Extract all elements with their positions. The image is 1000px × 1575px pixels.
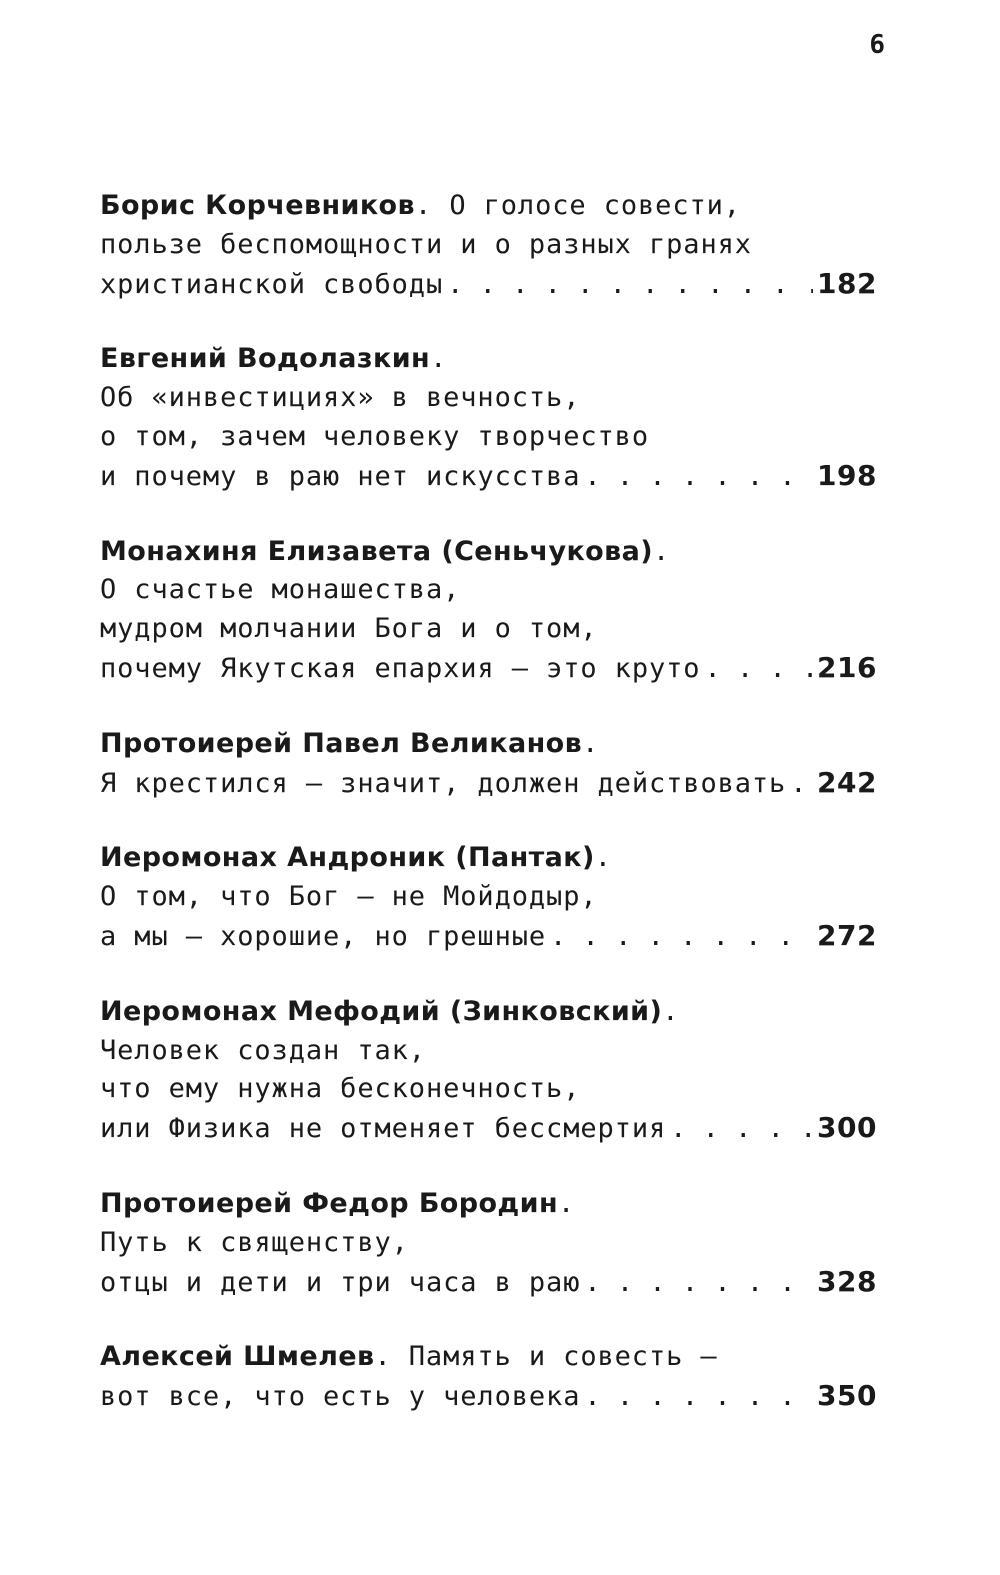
toc-entry xyxy=(100,187,877,303)
toc-entry xyxy=(100,725,877,803)
toc-entry-line: Путь к священству, xyxy=(100,1226,409,1258)
toc-entry-text: христианской свободы xyxy=(100,268,444,300)
author-period: . xyxy=(652,535,671,567)
toc-entry-page: 216 xyxy=(817,650,877,684)
toc-entry-page: 272 xyxy=(817,918,877,952)
author-period: . xyxy=(374,1341,409,1373)
dot-leader xyxy=(550,918,813,956)
toc-entry-author: Протоиерей Федор Бородин xyxy=(100,1187,559,1219)
toc-entry xyxy=(100,1185,877,1301)
toc-entry-line: мудром молчании Бога и о том, xyxy=(100,613,598,645)
toc-entry-line: о том, зачем человеку творчество xyxy=(100,420,649,452)
toc-entry-line xyxy=(100,1338,877,1377)
author-period: . xyxy=(430,343,448,375)
toc-entry-text: отцы и дети и три часа в раю xyxy=(100,1266,581,1298)
toc-entry xyxy=(100,1338,877,1416)
table-of-contents xyxy=(100,187,877,1453)
toc-entry-line xyxy=(100,1109,877,1148)
toc-entry-author: Иеромонах Андроник (Пантак) xyxy=(100,842,595,874)
toc-entry-line xyxy=(100,725,877,764)
toc-entry-text: почему Якутская епархия — это круто xyxy=(100,652,701,684)
toc-entry-line: Об «инвестициях» в вечность, xyxy=(100,382,581,414)
toc-entry-text: Память и совесть — xyxy=(408,1341,718,1373)
toc-entry-line xyxy=(100,1377,877,1416)
toc-entry-author: Алексей Шмелев xyxy=(100,1341,375,1373)
toc-entry-line: что ему нужна бесконечность, xyxy=(100,1073,581,1105)
toc-entry-line xyxy=(100,839,877,878)
toc-entry xyxy=(100,993,877,1148)
author-period: . xyxy=(594,842,612,874)
toc-entry xyxy=(100,839,877,955)
toc-entry-text: или Физика не отменяет бессмертия xyxy=(100,1113,667,1145)
dot-leader xyxy=(790,765,813,803)
toc-entry-line xyxy=(100,1185,877,1224)
toc-entry-text: О голосе совести, xyxy=(449,190,741,221)
toc-entry-line: О том, что Бог — не Мойдодыр, xyxy=(100,881,598,913)
author-period: . xyxy=(415,190,450,221)
toc-entry-page: 242 xyxy=(817,765,877,799)
toc-entry-line xyxy=(100,764,877,803)
toc-entry-line xyxy=(100,649,877,688)
toc-entry-text: а мы — хорошие, но грешные xyxy=(100,920,547,952)
dot-leader xyxy=(670,1110,813,1148)
toc-entry-line xyxy=(100,993,877,1032)
toc-entry-page: 328 xyxy=(817,1264,877,1298)
toc-entry-line xyxy=(100,533,877,572)
toc-entry-text: Я крестился — значит, должен действовать xyxy=(100,767,787,799)
page-number: 6 xyxy=(869,30,885,60)
toc-entry-line xyxy=(100,340,877,379)
toc-entry-line xyxy=(100,917,877,956)
toc-entry-line xyxy=(100,457,877,496)
toc-entry-page: 350 xyxy=(817,1379,877,1413)
toc-entry-line xyxy=(100,1263,877,1302)
toc-entry-author: Монахиня Елизавета (Сеньчукова) xyxy=(100,535,653,567)
dot-leader xyxy=(584,458,813,496)
toc-entry-line xyxy=(100,187,877,226)
toc-entry-author: Евгений Водолазкин xyxy=(100,343,431,375)
dot-leader xyxy=(584,1264,813,1302)
toc-entry-page: 182 xyxy=(817,266,877,300)
author-period: . xyxy=(582,727,600,759)
author-period: . xyxy=(558,1187,576,1219)
toc-entry-author: Протоиерей Павел Великанов xyxy=(100,727,583,759)
dot-leader xyxy=(447,266,813,304)
toc-entry xyxy=(100,340,877,495)
toc-entry-page: 198 xyxy=(817,458,877,492)
toc-entry-author: Иеромонах Мефодий (Зинковский) xyxy=(100,995,663,1027)
toc-entry-text: и почему в раю нет искусства xyxy=(100,460,581,492)
dot-leader xyxy=(584,1378,813,1416)
dot-leader xyxy=(704,650,813,688)
toc-entry-line: О счастье монашества, xyxy=(100,574,461,606)
toc-entry xyxy=(100,533,877,688)
toc-entry-author: Борис Корчевников xyxy=(100,190,415,221)
toc-entry-line xyxy=(100,265,877,304)
author-period: . xyxy=(662,995,680,1027)
toc-entry-page: 300 xyxy=(817,1111,877,1145)
toc-entry-text: вот все, что есть у человека xyxy=(100,1381,581,1413)
toc-entry-line: пользе беспомощности и о разных гранях xyxy=(100,228,752,260)
toc-entry-line: Человек создан так, xyxy=(100,1034,426,1066)
